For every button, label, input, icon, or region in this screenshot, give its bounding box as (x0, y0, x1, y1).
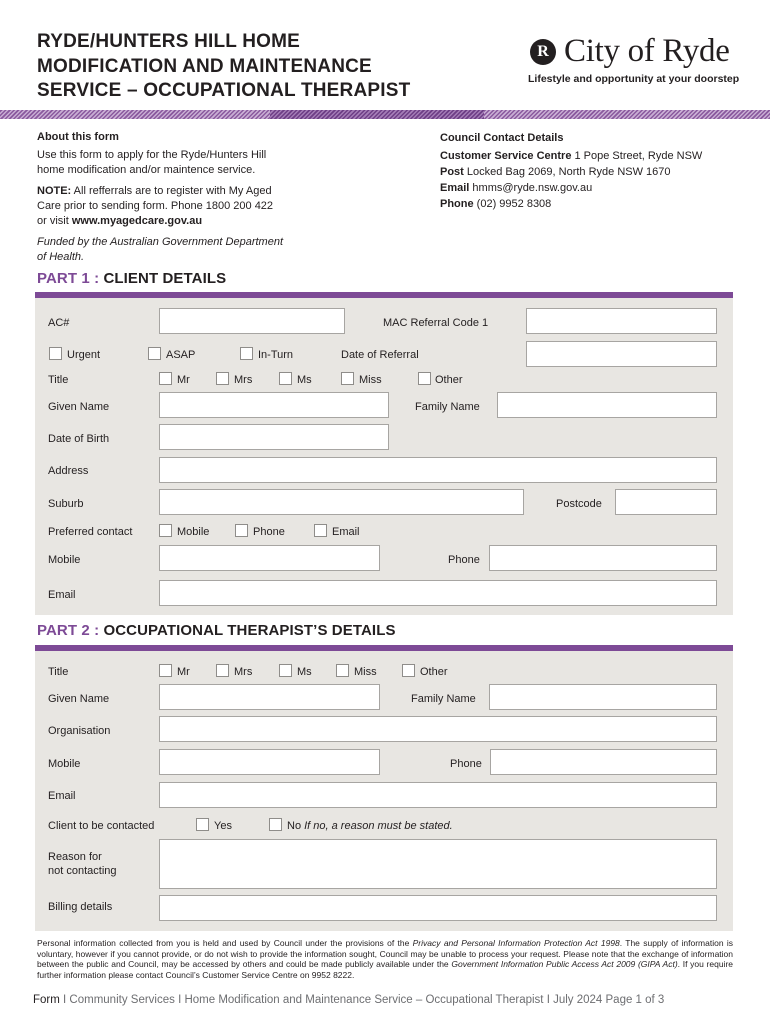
ot-phone-input[interactable] (490, 749, 717, 775)
mac-referral-label: MAC Referral Code 1 (383, 317, 489, 329)
title-mr-label: Mr (177, 374, 190, 386)
contact-heading: Council Contact Details (440, 132, 564, 144)
reason-textarea[interactable] (159, 839, 717, 889)
preferred-email-label: Email (332, 526, 360, 538)
urgent-label: Urgent (67, 349, 101, 361)
form-title (37, 30, 467, 104)
family-name-input[interactable] (497, 392, 717, 418)
ot-title-mrs-label: Mrs (234, 666, 253, 678)
logo-tagline: Lifestyle and opportunity at your doorstep (528, 73, 740, 85)
reason-label-line2: not contacting (48, 865, 117, 877)
ot-title-mr-checkbox[interactable] (159, 664, 172, 677)
about-section (37, 130, 337, 271)
title-line: SERVICE – OCCUPATIONAL THERAPIST (37, 80, 411, 101)
dob-input[interactable] (159, 424, 389, 450)
given-name-input[interactable] (159, 392, 389, 418)
part2-heading (37, 622, 396, 639)
title-mrs-checkbox[interactable] (216, 372, 229, 385)
suburb-input[interactable] (159, 489, 524, 515)
no-text: No (287, 820, 302, 832)
inturn-label: In-Turn (258, 349, 294, 361)
header-stripe-accent (270, 110, 484, 119)
ot-given-name-input[interactable] (159, 684, 380, 710)
mobile-label: Mobile (48, 554, 81, 566)
contacted-no-checkbox[interactable] (269, 818, 282, 831)
contact-phone (440, 196, 740, 212)
gipa-act: Government Information Public Access Act 2009 (GIPA Act) (451, 959, 678, 970)
privacy-text: . If you require further information please contact Council’s Customer Service Centre on 9952 8222. (37, 959, 734, 981)
privacy-text: . The supply of information is voluntary, however if you cannot provide, or do not wish to provide the information sought, Council may be unable to process your request. Please note that the exchange of information between the public and Council, may be accessed by others and could be made publicly available under the (37, 938, 733, 970)
ot-title-miss-label: Miss (354, 666, 377, 678)
contact-label: Customer Service Centre (440, 150, 572, 162)
contact-value: hmms@ryde.nsw.gov.au (469, 182, 593, 194)
contact-csc (440, 148, 740, 164)
title-ms-checkbox[interactable] (279, 372, 292, 385)
contact-value: Locked Bag 2069, North Ryde NSW 1670 (463, 166, 671, 178)
contact-label: Email (440, 182, 470, 194)
about-note (37, 184, 337, 229)
ot-title-mr-label: Mr (177, 666, 190, 678)
contact-label: Phone (440, 198, 474, 210)
note-line: All refferrals are to register with My Aged (71, 185, 272, 197)
about-heading: About this form (37, 131, 119, 143)
ot-title-ms-checkbox[interactable] (279, 664, 292, 677)
client-details-panel (35, 298, 733, 615)
council-contact-section (440, 130, 740, 212)
footer-form-label: Form (33, 994, 60, 1006)
note-line: Care prior to sending form. Phone 1800 200 422 (37, 200, 274, 212)
preferred-contact-label: Preferred contact (48, 526, 133, 538)
ot-family-name-input[interactable] (489, 684, 717, 710)
ot-email-label: Email (48, 790, 76, 802)
asap-checkbox[interactable] (148, 347, 161, 360)
about-line: Use this form to apply for the Ryde/Hunters Hill (37, 149, 267, 161)
reason-label-line1: Reason for (48, 851, 102, 863)
mac-referral-input[interactable] (526, 308, 717, 334)
date-of-referral-label: Date of Referral (341, 349, 419, 361)
title-mr-checkbox[interactable] (159, 372, 172, 385)
funding-line: Funded by the Australian Government Department (37, 236, 284, 248)
ot-title-other-checkbox[interactable] (402, 664, 415, 677)
organisation-label: Organisation (48, 725, 111, 737)
ot-mobile-input[interactable] (159, 749, 380, 775)
contacted-no-label (287, 819, 453, 833)
ot-email-input[interactable] (159, 782, 717, 808)
title-miss-checkbox[interactable] (341, 372, 354, 385)
logo-emblem-icon: R (530, 39, 556, 65)
phone-input[interactable] (489, 545, 717, 571)
about-text (37, 148, 337, 178)
privacy-text: Personal information collected from you is held and used by Council under the provisions of the (37, 938, 413, 948)
preferred-email-checkbox[interactable] (314, 524, 327, 537)
urgent-checkbox[interactable] (49, 347, 62, 360)
title-other-label: Other (435, 374, 463, 386)
billing-input[interactable] (159, 895, 717, 921)
ot-title-ms-label: Ms (297, 666, 312, 678)
page-footer (33, 994, 733, 1006)
ot-title-label: Title (48, 666, 69, 678)
email-input[interactable] (159, 580, 717, 606)
ot-phone-label: Phone (450, 758, 482, 770)
about-line: home modification and/or maintence service. (37, 164, 256, 176)
billing-label: Billing details (48, 901, 113, 913)
contacted-yes-label: Yes (214, 820, 232, 832)
given-name-label: Given Name (48, 401, 110, 413)
ot-given-name-label: Given Name (48, 693, 110, 705)
title-label: Title (48, 374, 69, 386)
preferred-phone-checkbox[interactable] (235, 524, 248, 537)
ot-title-miss-checkbox[interactable] (336, 664, 349, 677)
preferred-phone-label: Phone (253, 526, 285, 538)
contact-value: (02) 9952 8308 (473, 198, 552, 210)
mobile-input[interactable] (159, 545, 380, 571)
myagedcare-link[interactable]: www.myagedcare.gov.au (71, 215, 203, 227)
address-input[interactable] (159, 457, 717, 483)
title-line: MODIFICATION AND MAINTENANCE (37, 55, 372, 77)
client-contacted-label: Client to be contacted (48, 820, 155, 832)
no-reason-note: If no, a reason must be stated. (301, 820, 453, 832)
footer-text: I Community Services I Home Modification and Maintenance Service – Occupational Therapist I July 2024 Page 1 of 3 (59, 994, 665, 1006)
ot-mobile-label: Mobile (48, 758, 81, 770)
logo-name: City of Ryde (564, 33, 730, 69)
city-of-ryde-logo (527, 32, 740, 88)
address-label: Address (48, 465, 89, 477)
privacy-act: Privacy and Personal Information Protection Act 1998 (412, 938, 620, 948)
title-other-checkbox[interactable] (418, 372, 431, 385)
ot-details-panel (35, 651, 733, 931)
title-line: RYDE/HUNTERS HILL HOME (37, 31, 301, 52)
contacted-yes-checkbox[interactable] (196, 818, 209, 831)
inturn-checkbox[interactable] (240, 347, 253, 360)
part2-number: PART 2 : (37, 622, 104, 639)
phone-label: Phone (448, 554, 480, 566)
contact-email (440, 180, 740, 196)
note-label: NOTE: (37, 185, 72, 197)
note-line: or visit (37, 215, 72, 227)
organisation-input[interactable] (159, 716, 717, 742)
date-of-referral-input[interactable] (526, 341, 717, 367)
part1-title: CLIENT DETAILS (103, 270, 227, 287)
postcode-input[interactable] (615, 489, 717, 515)
contact-value: 1 Pope Street, Ryde NSW (571, 150, 703, 162)
title-mrs-label: Mrs (234, 374, 253, 386)
title-miss-label: Miss (359, 374, 382, 386)
ot-family-name-label: Family Name (411, 693, 476, 705)
part2-title: OCCUPATIONAL THERAPIST’S DETAILS (103, 622, 396, 639)
funding-note (37, 235, 337, 265)
funding-line: of Health. (37, 251, 85, 263)
contact-post (440, 164, 740, 180)
asap-label: ASAP (166, 349, 196, 361)
email-label: Email (48, 589, 76, 601)
ot-title-mrs-checkbox[interactable] (216, 664, 229, 677)
postcode-label: Postcode (556, 498, 602, 510)
dob-label: Date of Birth (48, 433, 110, 445)
preferred-mobile-label: Mobile (177, 526, 210, 538)
contact-label: Post (440, 166, 464, 178)
family-name-label: Family Name (415, 401, 480, 413)
preferred-mobile-checkbox[interactable] (159, 524, 172, 537)
ot-title-other-label: Other (420, 666, 448, 678)
part1-heading (37, 270, 226, 287)
ac-label: AC# (48, 317, 70, 329)
ac-input[interactable] (159, 308, 345, 334)
suburb-label: Suburb (48, 498, 84, 510)
title-ms-label: Ms (297, 374, 312, 386)
privacy-notice (37, 938, 733, 981)
part1-number: PART 1 : (37, 270, 104, 287)
